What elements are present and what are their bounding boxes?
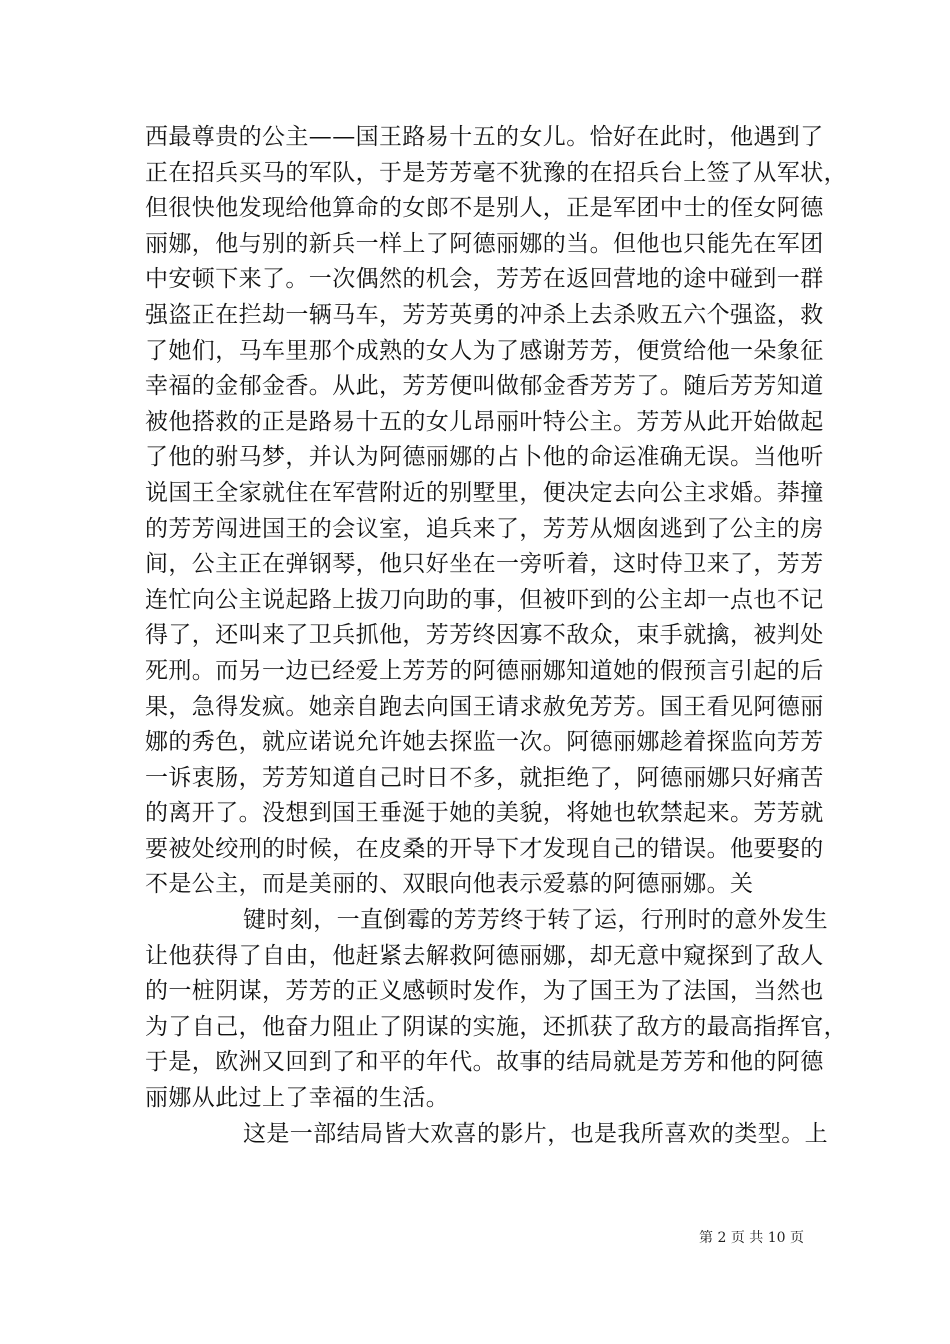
body-text	[145, 120, 847, 1152]
text-line: 幸福的金郁金香。从此，芳芳便叫做郁金香芳芳了。随后芳芳知道	[145, 373, 824, 400]
text-line: 果，急得发疯。她亲自跑去向国王请求赦免芳芳。国王看见阿德丽	[145, 693, 824, 720]
text-line: 娜的秀色，就应诺说允许她去探监一次。阿德丽娜趁着探监向芳芳	[145, 729, 824, 756]
text-line: 得了，还叫来了卫兵抓他，芳芳终因寡不敌众，束手就擒，被判处	[145, 622, 824, 649]
text-line: 丽娜从此过上了幸福的生活。	[145, 1085, 450, 1112]
text-line: 让他获得了自由，他赶紧去解救阿德丽娜，却无意中窥探到了敌人	[145, 942, 824, 969]
text-line: 但很快他发现给他算命的女郎不是别人，正是军团中士的侄女阿德	[145, 195, 824, 222]
text-line: 的芳芳闯进国王的会议室，追兵来了，芳芳从烟囱逃到了公主的房	[145, 515, 824, 542]
text-line: 了她们，马车里那个成熟的女人为了感谢芳芳，便赏给他一朵象征	[145, 337, 824, 364]
text-line-indented: 键时刻，一直倒霉的芳芳终于转了运，行刑时的意外发生	[243, 907, 828, 934]
text-line-indented: 这是一部结局皆大欢喜的影片，也是我所喜欢的类型。上	[243, 1120, 828, 1147]
text-line: 死刑。而另一边已经爱上芳芳的阿德丽娜知道她的假预言引起的后	[145, 657, 824, 684]
text-line: 正在招兵买马的军队，于是芳芳毫不犹豫的在招兵台上签了从军状，	[145, 159, 847, 186]
text-line: 一诉衷肠，芳芳知道自己时日不多，就拒绝了，阿德丽娜只好痛苦	[145, 764, 824, 791]
text-line: 的一桩阴谋，芳芳的正义感顿时发作，为了国王为了法国，当然也	[145, 978, 824, 1005]
text-line: 间，公主正在弹钢琴，他只好坐在一旁听着，这时侍卫来了，芳芳	[145, 551, 824, 578]
text-line: 了他的驸马梦，并认为阿德丽娜的占卜他的命运准确无误。当他听	[145, 444, 824, 471]
text-line: 为了自己，他奋力阻止了阴谋的实施，还抓获了敌方的最高指挥官，	[145, 1013, 847, 1040]
text-line: 被他搭救的正是路易十五的女儿昂丽叶特公主。芳芳从此开始做起	[145, 408, 824, 435]
page-number: 第 2 页 共 10 页	[699, 1230, 804, 1246]
text-line: 强盗正在拦劫一辆马车，芳芳英勇的冲杀上去杀败五六个强盗，救	[145, 301, 824, 328]
text-line: 连忙向公主说起路上拔刀向助的事，但被吓到的公主却一点也不记	[145, 586, 824, 613]
text-line: 丽娜，他与别的新兵一样上了阿德丽娜的当。但他也只能先在军团	[145, 230, 824, 257]
text-line: 说国王全家就住在军营附近的别墅里，便决定去向公主求婚。莽撞	[145, 479, 824, 506]
text-line: 不是公主，而是美丽的、双眼向他表示爱慕的阿德丽娜。关	[145, 871, 754, 898]
text-line: 于是，欧洲又回到了和平的年代。故事的结局就是芳芳和他的阿德	[145, 1049, 824, 1076]
text-line: 西最尊贵的公主——国王路易十五的女儿。恰好在此时，他遇到了	[145, 124, 824, 150]
text-line: 要被处绞刑的时候，在皮桑的开导下才发现自己的错误。他要娶的	[145, 835, 824, 862]
text-line: 的离开了。没想到国王垂涎于她的美貌，将她也软禁起来。芳芳就	[145, 800, 824, 827]
text-line: 中安顿下来了。一次偶然的机会，芳芳在返回营地的途中碰到一群	[145, 266, 824, 293]
